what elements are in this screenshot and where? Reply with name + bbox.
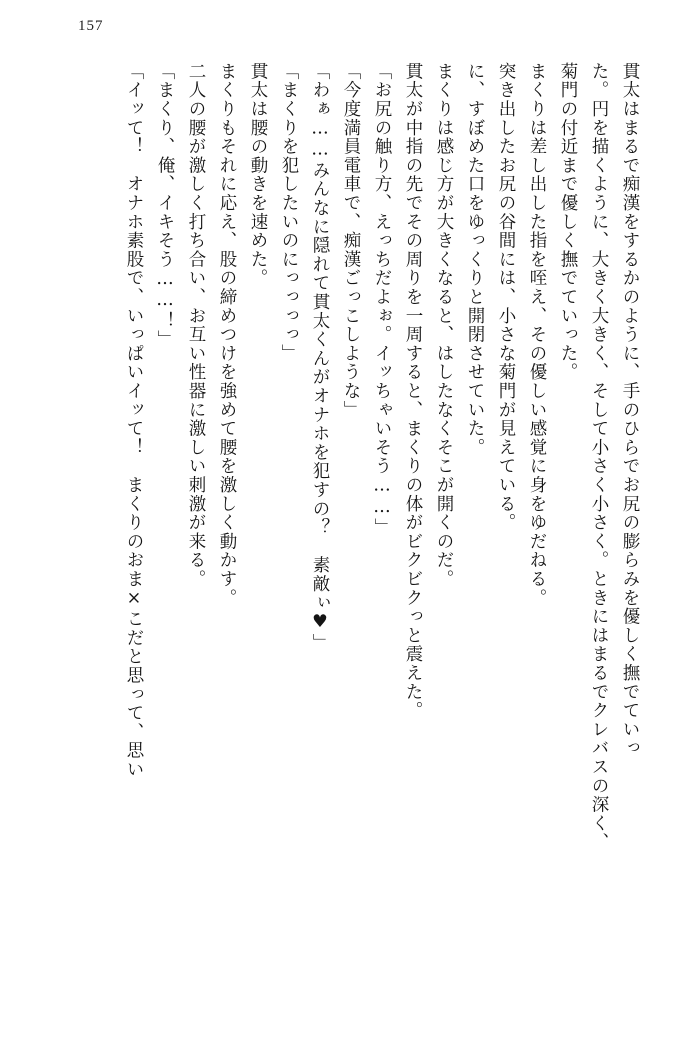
text-line: まくりもそれに応え、股の締めつけを強めて腰を激しく動かす。 [217, 62, 237, 608]
text-line: 二人の腰が激しく打ち合い、お互い性器に激しい刺激が来る。 [186, 62, 206, 589]
text-line: た。円を描くように、大きく大きく、そして小さく小さく。ときにはまるでクレバスの深く、 [589, 62, 609, 852]
text-line: 貫太が中指の先でその周りを一周すると、まくりの体がビクビクっと震えた。 [403, 62, 423, 720]
text-line: まくりは差し出した指を咥え、その優しい感覚に身をゆだねる。 [527, 62, 547, 608]
text-line: 貫太は腰の動きを速めた。 [248, 62, 268, 288]
text-line: 突き出したお尻の谷間には、小さな菊門が見えている。 [496, 62, 516, 532]
text-line: 菊門の付近まで優しく撫でていった。 [558, 62, 578, 382]
text-line: に、すぼめた口をゆっくりと開閉させていた。 [465, 62, 485, 457]
text-line: 「イッて！ オナホ素股で、いっぱいイッて！ まくりのおま×こだと思って、思い [124, 62, 144, 779]
page-number: 157 [78, 18, 104, 34]
text-line: 「まくり、俺、イキそう……！」 [155, 62, 175, 349]
text-line: 「わぁ……みんなに隠れて貫太くんがオナホを犯すの？ 素敵ぃ♥」 [310, 62, 330, 653]
text-line: 「今度満員電車で、痴漢ごっこしような」 [341, 62, 361, 420]
text-line: 「まくりを犯したいのにっっっっ」 [279, 62, 299, 363]
text-line: まくりは感じ方が大きくなると、はしたなくそこが開くのだ。 [434, 62, 454, 589]
text-line: 「お尻の触り方、えっちだよぉ。イッちゃいそう……」 [372, 62, 392, 537]
page-body-text [35, 62, 645, 1002]
text-line: 貫太はまるで痴漢をするかのように、手のひらでお尻の膨らみを優しく撫でていっ [620, 62, 640, 758]
